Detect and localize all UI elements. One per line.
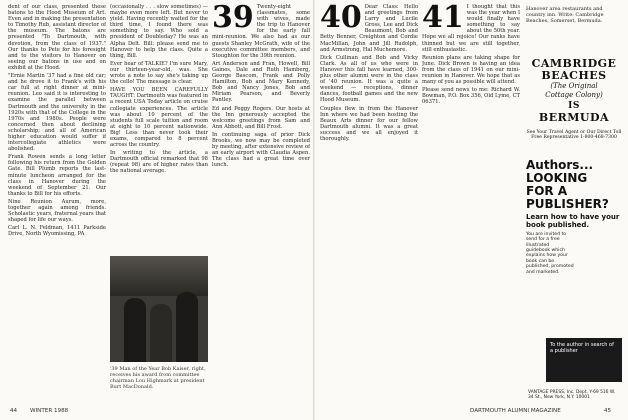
paragraph: Nine Reunion Aurum, more, together again among friends. Scholastic years, fraternal years that shaped for life our ways. — [8, 198, 106, 224]
photo-figure — [176, 292, 198, 362]
paragraph: (occasionally . . . slow sometimes) — maybe even more left. But never to yield. Having recently waited for the third time, I found there was something to say. Who sold a president of Doubleday? He was an Alpha Delt. Bill: please send me to Hanover to help the class. Quite a thing, Bill. — [110, 4, 208, 59]
photo-background — [110, 256, 208, 296]
ad-callout-text: To the author in search of a publisher — [550, 342, 614, 354]
paragraph: Frank Rowen sends a long letter following his return from the Golden Gate. Bill Plumb reports the last-minute luncheon arranged for the class in Hanover during the weekend of September 21. Our thanks to Bill for his efforts. — [8, 154, 106, 197]
class-notes-column-2 — [110, 4, 208, 252]
publisher-ad[interactable] — [526, 159, 622, 275]
advertisement-column — [526, 6, 622, 275]
page-number-left: 44 — [10, 408, 18, 414]
ad-headline: LOOKING — [526, 170, 588, 185]
ad-callout-box — [546, 338, 622, 382]
paragraph: dent of our class, presented these batons to the Hood Museum of Art. Even and in making the presentation to Timothy Rub, assistant director of the museum. The batons are presented "To Dartmouth, with devotion, from the class of 1937." Our thanks to Pete for his foresight and to the visitors to Hanover on seeing our batons in use and on exhibit at the Hood. — [8, 4, 106, 71]
page-number-right: 45 — [604, 408, 612, 414]
paragraph: HAVE YOU BEEN CAREFULLY TAUGHT: Dartmouth was featured in a recent USA Today article on cruise collegiate experiences. The article was about 10 percent of the students full scale tuition and room at eight to 10 percent nationwide. Big! Less than never took their exams, compared to 8 percent across the country. — [110, 87, 208, 149]
photo-figure — [150, 304, 172, 362]
page-gutter — [313, 0, 315, 420]
ad-headline: FOR A — [526, 183, 568, 198]
issue-date: WINTER 1988 — [30, 408, 69, 414]
paragraph: Dear Class: Hello and greetings from Larry and Lucile Gross, Lee and Dick Beaumont, Bob and Betty Benner, Creighton and Cordie MacMillan, John and Jill Rudolph, and Armstrong, Hal Muchemore. — [320, 4, 418, 53]
paragraph: In writing to the article, a Dartmouth official remarked that 98 (repeat 98) are of higher rates than the national average. — [110, 150, 208, 175]
ad-blurb: Hanover area restaurants and country inn. Write: Cambridge Beaches, Somerset, Bermuda. — [526, 6, 604, 24]
paragraph: Dick Cullinan and Bob and Vicky Clark. As all of us who were in Hanover this fall have learned, 300-plus other alumni were in the class of '40 reunion. It was a quite a weekend — receptions, dinner dances, football games and the new Hood Museum. — [320, 54, 418, 104]
class-notes-column-5 — [422, 4, 520, 408]
paragraph: Please send news to me: Richard W. Bowman, P.O. Box 356, Old Lyme, CT 06371. — [422, 87, 520, 106]
ad-fineprint: See Your Travel Agent or Our Direct Toll Free Representative 1-800-468-7300 — [526, 130, 622, 141]
paragraph: In continuing saga of prior Dick Brooks, we now may be completed by meeting, after extensive review of an early airport with Claudia Aspen. The class had a great time over lunch. — [212, 131, 310, 169]
class-notes-column-4 — [320, 4, 418, 408]
ad-headline: IS — [568, 101, 580, 111]
class-year-number: 40 — [320, 4, 362, 35]
ad-subhead: Learn how to have your book published. — [526, 212, 620, 229]
ad-headline: Authors... — [526, 157, 594, 172]
paragraph: Ed and Peggy Rogers. Our hosts at the Inn generously accepted the welcome greetings from Sam and Ann Abbott, and Bill Frost. — [212, 105, 310, 130]
magazine-name: DARTMOUTH ALUMNI MAGAZINE — [470, 408, 561, 414]
paragraph: "Ernie Martin '37 had a fine old car; and he drove it to Frank's with his car full at right dinner at mini-reunion. Leo said it is interesting to examine the parallel between Dartmouth and the university in the 1920s with that of the College in the 1970s and 1980s. People were concerned then about declining scholarship; and all of American higher education would suffer if intercollegiate athletics were abolished. — [8, 73, 106, 153]
publisher-address: VANTAGE PRESS, Inc. Dept. Y-69 516 W. 34 St., New York, N.Y. 10001 — [528, 390, 616, 400]
ad-subhead: (The Original — [550, 82, 598, 90]
photo-caption: '39 Man of the Year Bob Kaiser, right, receives his award from committee chairman Lou Highmark at president Burt MacDonald. — [110, 366, 206, 390]
class-photo — [110, 256, 208, 362]
photo-figure — [124, 298, 146, 362]
paragraph: Ever hear of TALKIE? I'm sure Mary, our thirteen-year-old, was. She wrote a note to say she's taking up the cello! The message is clear. — [110, 60, 208, 86]
paragraph: I thought that this was the year when I would finally have something to say about the 50th year. Hope we all rejoice! Our ranks have thinned but we are still together, still enthusiastic. — [422, 4, 520, 53]
ad-headline: BERMUDA — [538, 111, 610, 124]
ad-subhead: Cottage Colony) — [545, 91, 603, 99]
class-year-number: 41 — [422, 4, 464, 35]
paragraph: Twenty-eight classmates, some with wives, made the trip to Hanover for the early fall mini-reunion. We also had as our guests Shanley McGrath, wife of the executive committee members, and Stoughton for the 39th reunion. — [212, 4, 310, 59]
class-notes-column-1 — [8, 4, 106, 366]
ad-headline: CAMBRIDGE — [531, 57, 617, 70]
paragraph: Art Anderson and Fran, Howell, Bill Gaines, Dale and Ruth Hamberg, George Bascom, Frank and Polly Hamilton, Bob and Mary Kennedy, Bob and Nancy Jones, Bob and Miriam Pearson, and Beverly Pantley. — [212, 60, 310, 104]
signature-line: Carl L. N. Feldman, 1411 Parkside Drive, North Wyomissing, PA — [8, 225, 106, 238]
ad-body: You are invited to send for a free illustrated guidebook which explains how your book can be published, promoted and marketed. — [526, 231, 574, 275]
class-year-number: 39 — [212, 4, 254, 35]
paragraph: Couples flew in from the Hanover Inn where we had been hosting the Beaux Arts dinner for our fellow Dartmouth alumni. It was a great success and we all enjoyed it thoroughly. — [320, 105, 418, 142]
cambridge-beaches-ad[interactable] — [526, 58, 622, 141]
class-notes-column-3 — [212, 4, 310, 408]
ad-headline: PUBLISHER? — [526, 196, 609, 211]
ad-headline: BEACHES — [541, 69, 607, 82]
paragraph: Reunion plans are taking shape for June. Dick Brown is having an idea from the class of 1941 on our mini-reunion in Hanover. We hope that as many of you as possible will attend. — [422, 54, 520, 86]
